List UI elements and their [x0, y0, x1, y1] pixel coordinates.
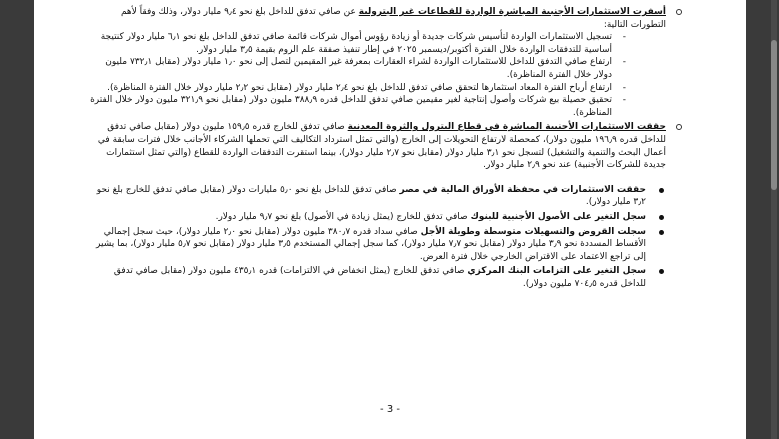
list-item-central-bank: سجل التغير على التزامات البنك المركزي صافي تدفق للخارج (يمثل انخفاض في الالتزامات) قدره ٤٣٥٫١ مليون دولار (مقابل صافي تدفق للداخل قدره ٧٠٤٫٥ مليون دولار).	[86, 265, 686, 290]
page-number: - 3 -	[380, 404, 400, 416]
dash-bullet-icon: -	[622, 82, 626, 93]
list-item-portfolio: حققت الاستثمارات في محفظة الأوراق المالية في مصر صافي تدفق للداخل بلغ نحو ٥٫٠ مليارات دولار (مقابل صافي تدفق للخارج بلغ نحو ٣٫٢ مليار دولار).	[86, 184, 686, 209]
document-page	[34, 0, 746, 439]
scrollbar-thumb[interactable]	[771, 40, 777, 190]
list-item: - تسجيل الاستثمارات الواردة لتأسيس شركات جديدة أو زيادة رؤوس أموال شركات قائمة صافي تدفق للداخل بلغ نحو ٦٫١ مليار دولار كنتيجة أساسية للتدفقات الواردة خلال الفترة أكتوبر/ديسمبر ٢٠٢٥ في إطار تنفيذ صفقة علم الروم بقيمة ٣٫٥ مليار دولار.	[100, 32, 626, 55]
section-heading: أسفرت الاستثمارات الأجنبية المباشرة الواردة للقطاعات غير البترولية	[358, 7, 666, 17]
dash-bullet-icon: -	[622, 57, 626, 68]
dash-bullet-icon: -	[622, 32, 626, 43]
list-item-loans: سجلت القروض والتسهيلات متوسطة وطويلة الأجل صافي سداد قدره ٣٨٠٫٧ مليون دولار (مقابل نحو ٢٫٠ مليار دولار)، حيث سجل إجمالي الأقساط المسددة نحو ٣٫٩ مليار دولار (مقابل نحو ٧٫٧ مليار دولار)، كما سجل إجمالي المستخدم ٣٫٥ مليار دولار (مقابل نحو ٥٫٧ مليار دولار)، بما يشير إلى تراجع الاعتماد على الاقتراض الخارجي خلال فترة العرض.	[86, 226, 686, 264]
page-content	[86, 6, 686, 292]
hollow-circle-bullet-icon	[676, 9, 682, 15]
section-text: عن صافي تدفق للداخل بلغ نحو ٩٫٤ مليار دولار، وذلك وفقاً لأهم التطورات التالية:	[120, 7, 666, 30]
list-item: - ارتفاع أرباح الفترة المعاد استثمارها لتحقق صافي تدفق للداخل بلغ نحو ٢٫٤ مليار دولار (مقابل نحو ٢٫٢ مليار دولار خلال الفترة المناظرة).	[107, 82, 626, 93]
filled-bullet-icon	[659, 188, 664, 193]
section-text: صافي تدفق للخارج قدره ١٥٩٫٥ مليون دولار (مقابل صافي تدفق للداخل قدره ١٩٦٫٩ مليون دولار)، كمحصلة لارتفاع التحويلات إلى الخارج (والتي تمثل استرداد التكاليف التي تحملها الشركاء الأجانب خلال فترات سابقة في أعمال البحث والتنمية والتشغيل) لتسجل نحو ٣٫١ مليار دولار (مقابل نحو ٢٫٧ مليار دولار)، بينما استقرت التدفقات الواردة للقطاع (والتي تمثل استثمارات جديدة للشركات الأجنبية) عند نحو ٢٫٩ مليار دولار.	[97, 122, 666, 171]
list-item: - تحقيق حصيلة بيع شركات وأصول إنتاجية لغير مقيمين صافي تدفق للداخل قدره ٣٨٨٫٩ مليون دولار (مقابل نحو ٣٢١٫٩ مليون دولار خلال الفترة المناظرة).	[90, 95, 626, 118]
list-item: - ارتفاع صافي التدفق للداخل للاستثمارات الواردة لشراء العقارات بمعرفة غير المقيمين لتصل إلى نحو ١٫٠ مليار دولار (مقابل ٧٣٢٫١ مليون دولار خلال الفترة المناظرة).	[105, 57, 626, 80]
filled-bullet-icon	[659, 230, 664, 235]
list-item-bank-assets: سجل التغير على الأصول الأجنبية للبنوك صافي تدفق للخارج (يمثل زيادة في الأصول) بلغ نحو ٩٫٧ مليار دولار.	[86, 211, 686, 224]
sub-list	[86, 31, 666, 119]
hollow-circle-bullet-icon	[676, 124, 682, 130]
section-non-petroleum-fdi	[86, 6, 686, 119]
filled-bullet-icon	[659, 269, 664, 274]
section-petroleum-fdi	[86, 121, 686, 171]
filled-bullet-icon	[659, 215, 664, 220]
dash-bullet-icon: -	[622, 95, 626, 106]
section-heading: حققت الاستثمارات الأجنبية المباشرة في قطاع البترول والثروة المعدنية	[347, 122, 666, 133]
